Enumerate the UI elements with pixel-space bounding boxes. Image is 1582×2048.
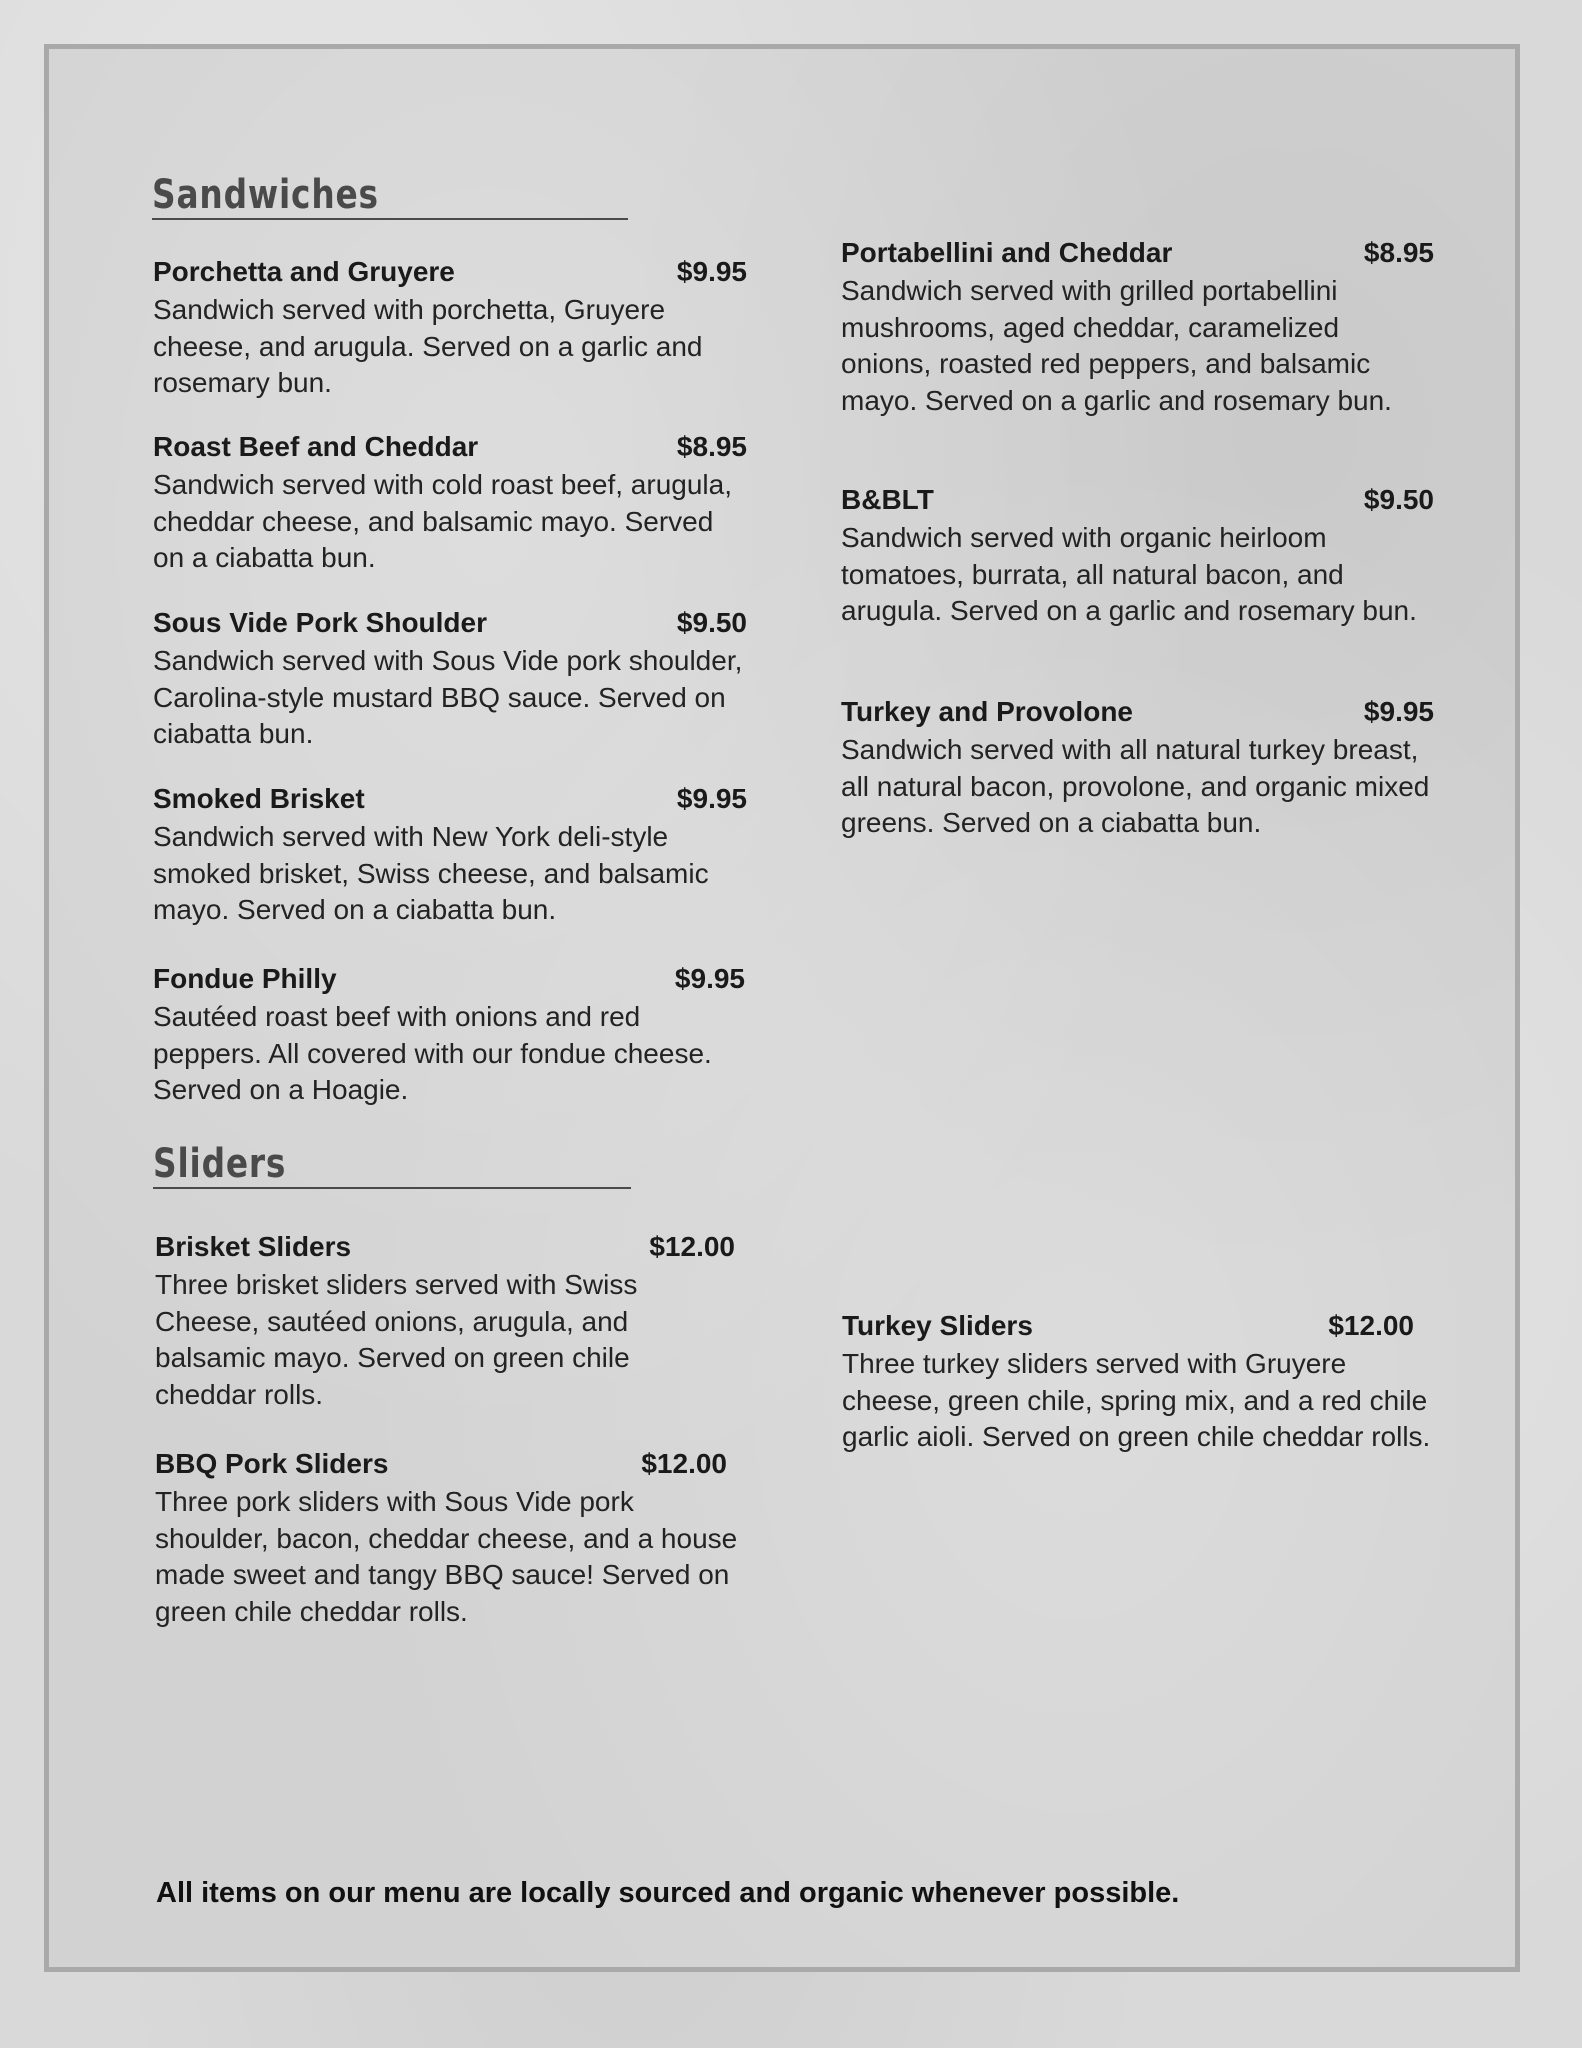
- item-name: Brisket Sliders: [155, 1231, 352, 1262]
- menu-item-porchetta-and-gruyere: [153, 256, 747, 402]
- item-description: Sandwich served with organic heirloom tomatoes, burrata, all natural bacon, and arugula. Served on a garlic and rosemary bun.: [841, 522, 1417, 626]
- menu-item-brisket-sliders: [155, 1231, 735, 1413]
- item-description: Sandwich served with New York deli-style smoked brisket, Swiss cheese, and balsamic mayo. Served on a ciabatta bun.: [153, 821, 709, 925]
- item-name: B&BLT: [841, 484, 934, 515]
- menu-item-bbq-pork-sliders: [155, 1448, 747, 1630]
- item-description: Sandwich served with all natural turkey breast, all natural bacon, provolone, and organic mixed greens. Served on a ciabatta bun.: [841, 734, 1430, 838]
- item-price: $9.95: [676, 783, 747, 814]
- item-name: Turkey Sliders: [842, 1310, 1033, 1341]
- item-description: Three brisket sliders served with Swiss Cheese, sautéed onions, arugula, and balsamic mayo. Served on green chile cheddar rolls.: [155, 1269, 638, 1410]
- footer-note: All items on our menu are locally sourced and organic whenever possible.: [156, 1877, 1180, 1909]
- item-name: Sous Vide Pork Shoulder: [153, 607, 488, 638]
- item-price: $8.95: [1363, 237, 1434, 268]
- item-name: Fondue Philly: [153, 963, 337, 994]
- item-price: $9.95: [1363, 696, 1434, 727]
- menu-item-roast-beef-and-cheddar: [153, 431, 747, 577]
- item-name: Roast Beef and Cheddar: [153, 431, 479, 462]
- item-name: Turkey and Provolone: [841, 696, 1133, 727]
- sliders-heading: Sliders: [153, 1141, 287, 1187]
- sliders-heading-rule: [153, 1187, 631, 1189]
- item-name: Portabellini and Cheddar: [841, 237, 1173, 268]
- item-name: Porchetta and Gruyere: [153, 256, 455, 287]
- item-description: Sandwich served with Sous Vide pork shoulder, Carolina-style mustard BBQ sauce. Served on ciabatta bun.: [153, 645, 743, 749]
- item-description: Sautéed roast beef with onions and red peppers. All covered with our fondue cheese. Served on a Hoagie.: [153, 1001, 712, 1105]
- menu-item-smoked-brisket: [153, 783, 747, 929]
- item-description: Three pork sliders with Sous Vide pork shoulder, bacon, cheddar cheese, and a house made sweet and tangy BBQ sauce! Served on green chile cheddar rolls.: [155, 1486, 738, 1627]
- item-price: $9.50: [676, 607, 747, 638]
- item-price: $9.95: [674, 963, 745, 994]
- item-description: Sandwich served with grilled portabellini mushrooms, aged cheddar, caramelized onions, roasted red peppers, and balsamic mayo. Served on a garlic and rosemary bun.: [841, 275, 1392, 416]
- menu-item-turkey-sliders: [842, 1310, 1432, 1456]
- menu-item-sous-vide-pork-shoulder: [153, 607, 747, 753]
- sandwiches-heading: Sandwiches: [152, 172, 379, 218]
- item-price: $9.50: [1363, 484, 1434, 515]
- item-description: Sandwich served with porchetta, Gruyere cheese, and arugula. Served on a garlic and rosemary bun.: [153, 294, 703, 398]
- item-description: Three turkey sliders served with Gruyere cheese, green chile, spring mix, and a red chile garlic aioli. Served on green chile cheddar rolls.: [842, 1348, 1431, 1452]
- item-price: $8.95: [676, 431, 747, 462]
- menu-item-turkey-and-provolone: [841, 696, 1434, 842]
- item-price: $12.00: [1328, 1310, 1414, 1341]
- item-description: Sandwich served with cold roast beef, arugula, cheddar cheese, and balsamic mayo. Served on a ciabatta bun.: [153, 469, 732, 573]
- menu-item-fondue-philly: [153, 963, 745, 1109]
- menu-item-portabellini-and-cheddar: [841, 237, 1434, 419]
- item-price: $9.95: [676, 256, 747, 287]
- item-name: Smoked Brisket: [153, 783, 365, 814]
- item-price: $12.00: [641, 1448, 727, 1479]
- menu-item-b-and-blt: [841, 484, 1434, 630]
- sandwiches-heading-rule: [152, 218, 628, 220]
- item-price: $12.00: [649, 1231, 735, 1262]
- item-name: BBQ Pork Sliders: [155, 1448, 389, 1479]
